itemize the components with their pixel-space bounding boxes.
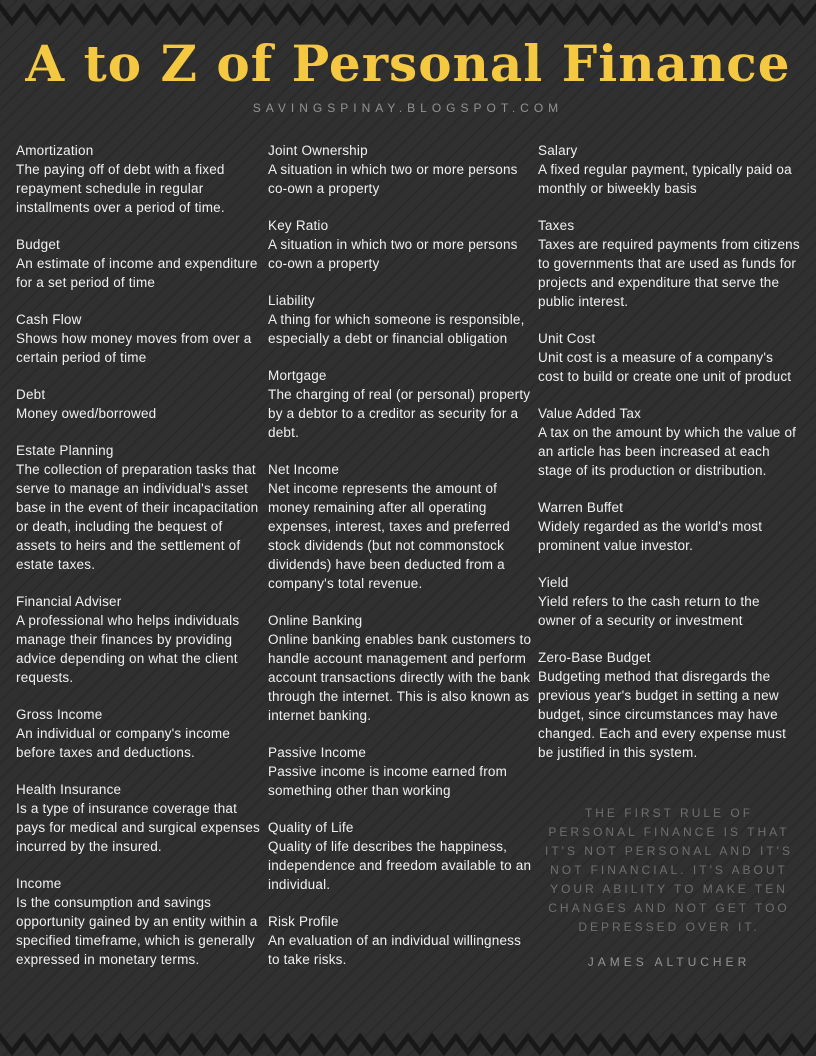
- glossary-term: Health Insurance: [16, 781, 122, 797]
- quote-attribution: JAMES ALTUCHER: [587, 954, 751, 969]
- glossary-term: Debt: [16, 386, 46, 402]
- glossary-term: Gross Income: [16, 706, 103, 722]
- glossary-term: Key Ratio: [268, 217, 329, 233]
- glossary-entry: [268, 291, 534, 348]
- glossary-entry: [16, 385, 264, 423]
- glossary-entry: [16, 780, 264, 856]
- zigzag-border-top: [0, 0, 816, 26]
- glossary-entry: [268, 912, 534, 969]
- glossary-entry: [16, 310, 264, 367]
- glossary-entry: [16, 592, 264, 687]
- glossary-entry: [538, 216, 800, 311]
- glossary-definition: Budgeting method that disregards the previous year's budget in setting a new budget, since circumstances may have changed. Each and every expense must be justified in this system.: [538, 668, 787, 760]
- glossary-columns: [0, 141, 816, 987]
- glossary-definition: Quality of life describes the happiness, independence and freedom available to an individual.: [268, 838, 532, 892]
- glossary-term: Mortgage: [268, 367, 327, 383]
- glossary-definition: Money owed/borrowed: [16, 405, 157, 421]
- glossary-term: Passive Income: [268, 744, 367, 760]
- glossary-column-2: [268, 141, 534, 987]
- glossary-entry: [16, 874, 264, 969]
- glossary-definition: An individual or company's income before taxes and deductions.: [16, 725, 231, 760]
- glossary-definition: A thing for which someone is responsible, especially a debt or financial obligation: [268, 311, 525, 346]
- glossary-definition: Unit cost is a measure of a company's cost to build or create one unit of product: [538, 349, 792, 384]
- glossary-definition: A situation in which two or more persons co-own a property: [268, 236, 518, 271]
- glossary-term: Financial Adviser: [16, 593, 122, 609]
- glossary-entry: [16, 705, 264, 762]
- zigzag-border-bottom: [0, 1030, 816, 1056]
- glossary-definition: The paying off of debt with a fixed repayment schedule in regular installments over a period of time.: [16, 161, 225, 215]
- glossary-entry: [538, 329, 800, 386]
- glossary-entry: [16, 141, 264, 217]
- glossary-definition: Widely regarded as the world's most prominent value investor.: [538, 518, 763, 553]
- glossary-term: Yield: [538, 574, 569, 590]
- glossary-entry: [538, 573, 800, 630]
- glossary-term: Quality of Life: [268, 819, 354, 835]
- glossary-term: Zero-Base Budget: [538, 649, 651, 665]
- glossary-definition: The charging of real (or personal) property by a debtor to a creditor as security for a debt.: [268, 386, 531, 440]
- glossary-definition: Is a type of insurance coverage that pays for medical and surgical expenses incurred by the insured.: [16, 800, 260, 854]
- glossary-entry: [268, 366, 534, 442]
- glossary-term: Estate Planning: [16, 442, 114, 458]
- glossary-entry: [268, 460, 534, 593]
- glossary-entry: [538, 141, 800, 198]
- glossary-entry: [16, 441, 264, 574]
- page-subtitle: SAVINGSPINAY.BLOGSPOT.COM: [252, 100, 564, 115]
- quote-text: THE FIRST RULE OF PERSONAL FINANCE IS THAT IT'S NOT PERSONAL AND IT'S NOT FINANCIAL. IT'S ABOUT YOUR ABILITY TO MAKE TEN CHANGES AND NOT GET TOO DEPRESSED OVER IT.: [545, 805, 793, 934]
- glossary-term: Value Added Tax: [538, 405, 642, 421]
- glossary-term: Net Income: [268, 461, 340, 477]
- glossary-definition: A situation in which two or more persons co-own a property: [268, 161, 518, 196]
- glossary-definition: Yield refers to the cash return to the owner of a security or investment: [538, 593, 760, 628]
- glossary-definition: Taxes are required payments from citizens to governments that are used as funds for projects and expenditure that serve the public interest.: [538, 236, 800, 309]
- glossary-entry: [268, 743, 534, 800]
- glossary-term: Income: [16, 875, 62, 891]
- glossary-term: Joint Ownership: [268, 142, 368, 158]
- glossary-term: Cash Flow: [16, 311, 82, 327]
- glossary-definition: Passive income is income earned from something other than working: [268, 763, 508, 798]
- glossary-column-1: [16, 141, 264, 987]
- glossary-column-3: [538, 141, 800, 987]
- glossary-entry: [268, 216, 534, 273]
- glossary-definition: Is the consumption and savings opportunity gained by an entity within a specified timeframe, which is generally expressed in monetary terms.: [16, 894, 258, 967]
- glossary-entry: [538, 404, 800, 480]
- glossary-definition: Shows how money moves from over a certain period of time: [16, 330, 252, 365]
- glossary-term: Budget: [16, 236, 60, 252]
- glossary-definition: A tax on the amount by which the value of an article has been increased at each stage of its production or distribution.: [538, 424, 797, 478]
- glossary-definition: The collection of preparation tasks that serve to manage an individual's asset base in the event of their incapacitation or death, including the bequest of assets to heirs and the settlement of estate taxes.: [16, 461, 259, 572]
- glossary-term: Online Banking: [268, 612, 363, 628]
- glossary-entry: [268, 818, 534, 894]
- glossary-definition: A professional who helps individuals manage their finances by providing advice depending on what the client requests.: [16, 612, 240, 685]
- glossary-definition: An estimate of income and expenditure for a set period of time: [16, 255, 258, 290]
- glossary-entry: [268, 141, 534, 198]
- glossary-column-3-entries: [538, 141, 800, 762]
- glossary-term: Unit Cost: [538, 330, 596, 346]
- glossary-entry: [16, 235, 264, 292]
- glossary-definition: Net income represents the amount of money remaining after all operating expenses, interest, taxes and preferred stock dividends (but not commonstock dividends) have been deducted from a company's total revenue.: [268, 480, 510, 591]
- glossary-definition: A fixed regular payment, typically paid oa monthly or biweekly basis: [538, 161, 792, 196]
- glossary-entry: [538, 648, 800, 762]
- glossary-definition: Online banking enables bank customers to handle account management and perform account transactions directly with the bank through the internet. This is also known as internet banking.: [268, 631, 532, 723]
- glossary-entry: [268, 611, 534, 725]
- glossary-term: Taxes: [538, 217, 575, 233]
- glossary-definition: An evaluation of an individual willingness to take risks.: [268, 932, 522, 967]
- glossary-term: Risk Profile: [268, 913, 339, 929]
- glossary-term: Liability: [268, 292, 315, 308]
- page-title: A to Z of Personal Finance: [25, 34, 791, 93]
- glossary-term: Amortization: [16, 142, 94, 158]
- glossary-entry: [538, 498, 800, 555]
- quote-block: [538, 804, 800, 969]
- glossary-term: Salary: [538, 142, 578, 158]
- glossary-term: Warren Buffet: [538, 499, 624, 515]
